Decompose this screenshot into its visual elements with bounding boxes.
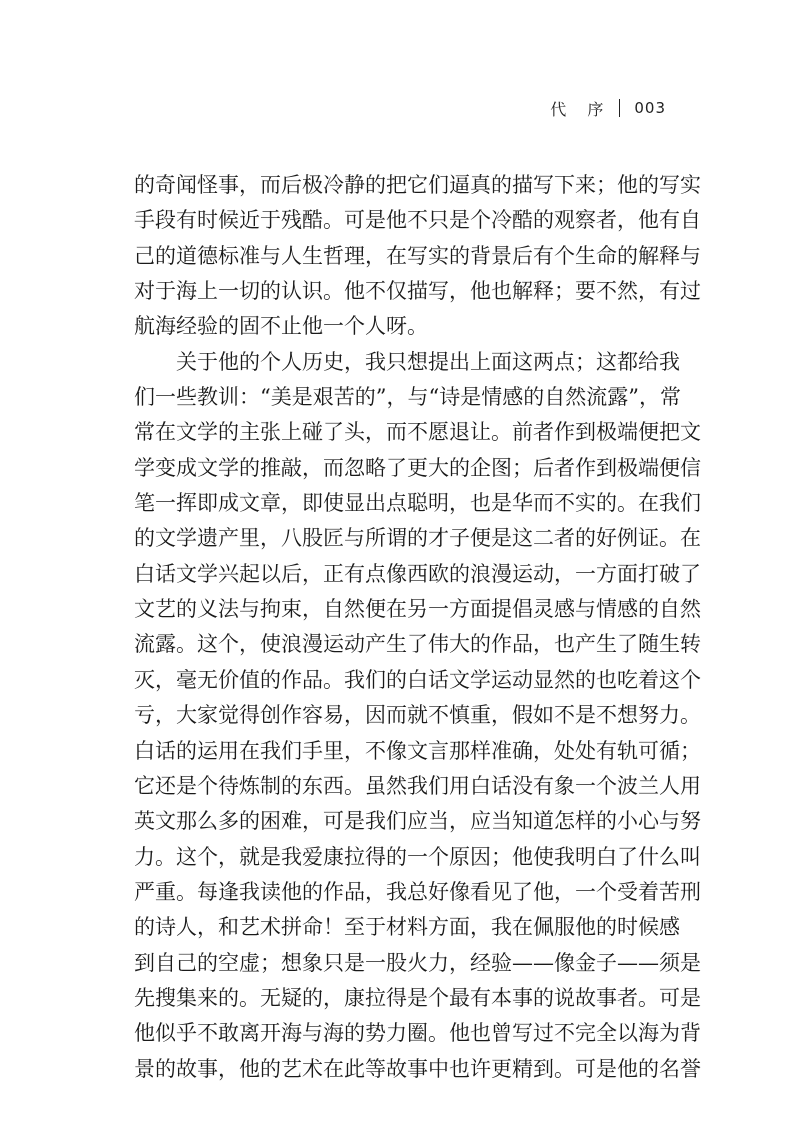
text-line: 白话的运用在我们手里，不像文言那样准确，处处有轨可循； (134, 738, 701, 763)
header-divider (619, 99, 620, 117)
text-line: 笔一挥即成文章，即使显出点聪明，也是华而不实的。在我们 (134, 491, 701, 516)
text-line: 白话文学兴起以后，正有点像西欧的浪漫运动，一方面打破了 (134, 561, 701, 586)
text-line: 文艺的义法与拘束，自然便在另一方面提倡灵感与情感的自然 (134, 597, 701, 622)
text-line: 手段有时候近于残酷。可是他不只是个冷酷的观察者，他有自 (134, 208, 701, 233)
text-line: 力。这个，就是我爱康拉得的一个原因；他使我明白了什么叫 (134, 844, 701, 869)
text-line: 学变成文学的推敲，而忽略了更大的企图；后者作到极端便信 (134, 455, 701, 480)
page-number: 003 (634, 99, 666, 117)
section-title: 代 序 (550, 99, 612, 119)
running-header (550, 96, 666, 120)
text-line: 亏，大家觉得创作容易，因而就不慎重，假如不是不想努力。 (134, 703, 701, 728)
text-line: 常在文学的主张上碰了头，而不愿退让。前者作到极端便把文 (134, 420, 701, 445)
paragraph-first-line: 关于他的个人历史，我只想提出上面这两点；这都给我 (176, 349, 680, 374)
text-line: 他似乎不敢离开海与海的势力圈。他也曾写过不完全以海为背 (134, 1021, 701, 1046)
text-line: 的奇闻怪事，而后极冷静的把它们逼真的描写下来；他的写实 (134, 173, 701, 197)
text-line: 航海经验的固不止他一个人呀。 (134, 314, 428, 339)
text-line: 对于海上一切的认识。他不仅描写，他也解释；要不然，有过 (134, 279, 701, 304)
text-line: 到自己的空虚；想象只是一股火力，经验——像金子——须是 (134, 950, 701, 975)
text-line: 的诗人，和艺术拼命！至于材料方面，我在佩服他的时候感 (134, 915, 680, 940)
text-line: 先搜集来的。无疑的，康拉得是个最有本事的说故事者。可是 (134, 985, 701, 1010)
text-line: 己的道德标准与人生哲理，在写实的背景后有个生命的解释与 (134, 243, 701, 268)
text-line: 们一些教训：“美是艰苦的”，与“诗是情感的自然流露”，常 (134, 385, 681, 410)
text-line: 灭，毫无价值的作品。我们的白话文学运动显然的也吃着这个 (134, 667, 701, 692)
text-line: 流露。这个，使浪漫运动产生了伟大的作品，也产生了随生转 (134, 632, 701, 657)
text-line: 它还是个待炼制的东西。虽然我们用白话没有象一个波兰人用 (134, 773, 701, 798)
text-line: 英文那么多的困难，可是我们应当，应当知道怎样的小心与努 (134, 809, 701, 834)
text-line: 的文学遗产里，八股匠与所谓的才子便是这二者的好例证。在 (134, 526, 701, 551)
text-line: 景的故事，他的艺术在此等故事中也许更精到。可是他的名誉 (134, 1056, 701, 1081)
text-line: 严重。每逢我读他的作品，我总好像看见了他，一个受着苦刑 (134, 879, 701, 904)
body-text (134, 168, 701, 1087)
